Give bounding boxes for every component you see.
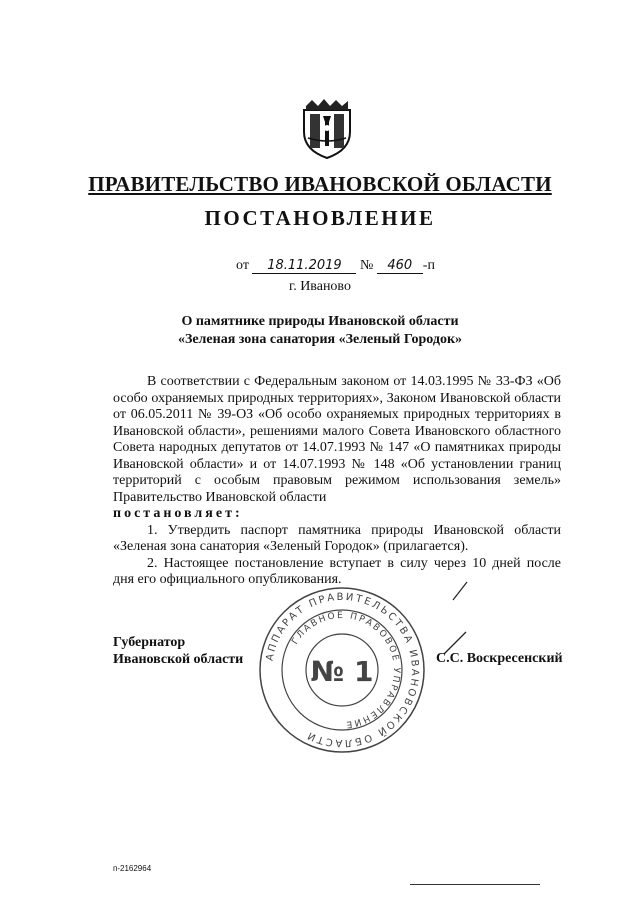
date-prefix: от <box>236 258 249 273</box>
handwritten-number: 460 <box>377 258 423 274</box>
registration-line <box>236 258 435 274</box>
position-line-1: Губернатор <box>113 635 186 650</box>
subject-line-2: «Зеленая зона санатория «Зеленый Городок» <box>177 332 463 347</box>
number-prefix: № <box>359 258 374 273</box>
handwritten-date: 18.11.2019 <box>252 258 356 274</box>
footer-code: п-2162964 <box>113 864 152 873</box>
stamp-inner-text: ГЛАВНОЕ ПРАВОВОЕ УПРАВЛЕНИЕ <box>290 610 402 730</box>
stamp-center-text: № 1 <box>310 655 374 688</box>
ivanovo-coat-of-arms-icon <box>296 98 358 160</box>
signatory-position <box>113 634 243 668</box>
decree-word: постановляет: <box>113 506 243 521</box>
official-stamp <box>257 585 427 755</box>
item-2: 2. Настоящее постановление вступает в силу через 10 дней после дня его официального опубликования. <box>113 555 561 587</box>
preamble: В соответствии с Федеральным законом от 14.03.1995 № 33-ФЗ «Об особо охраняемых природных территориях», Законом Ивановской области от 06.05.2011 № 39-ОЗ «Об особо охраняемых природных территориях в Ивановской области», решениями малого Совета Ивановского областного Совета народных депутатов от 14.07.1993 № 147 «О памятниках природы Ивановской области» и от 14.07.1993 № 148 «Об установлении границ территорий с особым правовым режимом использования земель» Правительство Ивановской области <box>113 374 561 505</box>
government-title: ПРАВИТЕЛЬСТВО ИВАНОВСКОЙ ОБЛАСТИ <box>88 172 552 196</box>
approval-mark-icon <box>450 580 470 602</box>
document-type: ПОСТАНОВЛЕНИЕ <box>204 206 436 230</box>
city: г. Иваново <box>289 279 351 294</box>
footer-divider <box>410 884 540 885</box>
number-suffix: -п <box>422 258 435 273</box>
item-1: 1. Утвердить паспорт памятника природы Ивановской области «Зеленая зона санатория «Зеленый Городок» (прилагается). <box>113 522 561 554</box>
signatory-name: С.С. Воскресенский <box>436 651 563 666</box>
document-body <box>113 374 561 589</box>
subject-line-1: О памятнике природы Ивановской области <box>181 314 459 329</box>
position-line-2: Ивановской области <box>113 652 244 667</box>
document-subject <box>0 313 640 349</box>
stamp-outer-text: АППАРАТ ПРАВИТЕЛЬСТВА ИВАНОВСКОЙ ОБЛАСТИ <box>264 591 421 749</box>
